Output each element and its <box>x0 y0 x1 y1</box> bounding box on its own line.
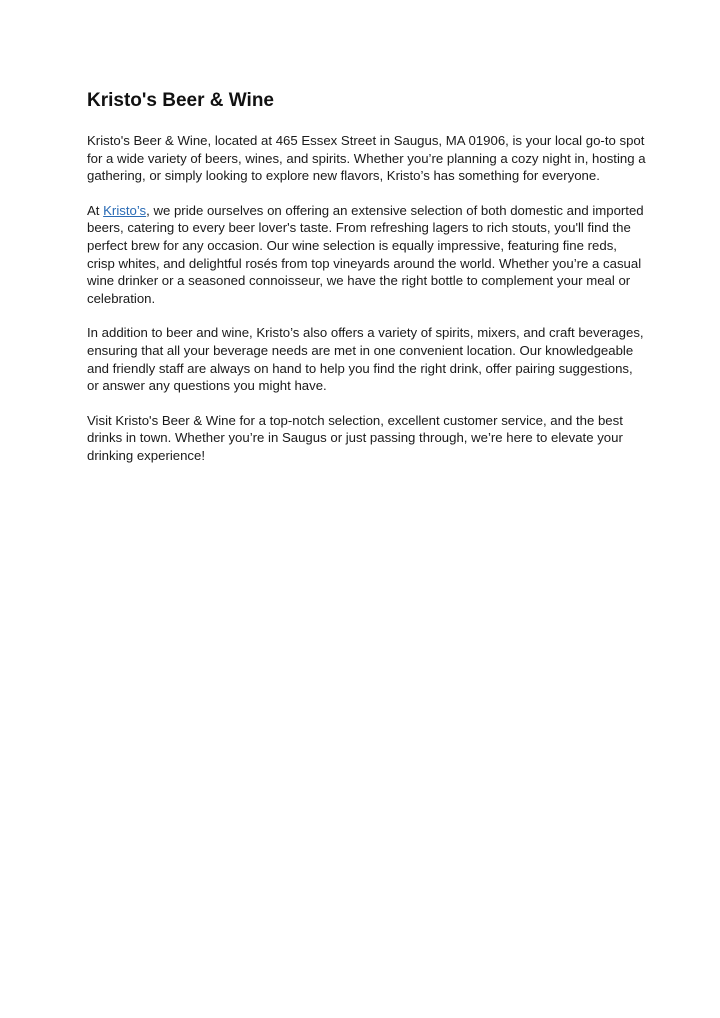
selection-paragraph-suffix: , we pride ourselves on offering an extensive selection of both domestic and imported beers, catering to every beer lover's taste. From refreshing lagers to rich stouts, you'll find the perfect brew for any occasion. Our wine selection is equally impressive, featuring fine reds, crisp whites, and delightful rosés from top vineyards around the world. Whether you’re a casual wine drinker or a seasoned connoisseur, we have the right bottle to complement your meal or celebration. <box>87 202 644 306</box>
document-title: Kristo's Beer & Wine <box>87 90 275 111</box>
services-paragraph: In addition to beer and wine, Kristo’s also offers a variety of spirits, mixers, and craft beverages, ensuring that all your beverage needs are met in one convenient location. Our knowledgeable and friendly staff are always on hand to help you find the right drink, offer pairing suggestions, or answer any questions you might have. <box>87 325 644 394</box>
kristos-link[interactable]: Kristo’s <box>103 202 147 218</box>
intro-paragraph: Kristo's Beer & Wine, located at 465 Essex Street in Saugus, MA 01906, is your local go-to spot for a wide variety of beers, wines, and spirits. Whether you’re planning a cozy night in, hosting a gathering, or simply looking to explore new flavors, Kristo’s has something for everyone. <box>87 133 646 184</box>
selection-paragraph <box>87 202 647 308</box>
document-body <box>87 88 647 482</box>
closing-paragraph: Visit Kristo's Beer & Wine for a top-notch selection, excellent customer service, and the best drinks in town. Whether you’re in Saugus or just passing through, we’re here to elevate your drinking experience! <box>87 412 623 463</box>
selection-paragraph-prefix: At <box>87 202 104 218</box>
